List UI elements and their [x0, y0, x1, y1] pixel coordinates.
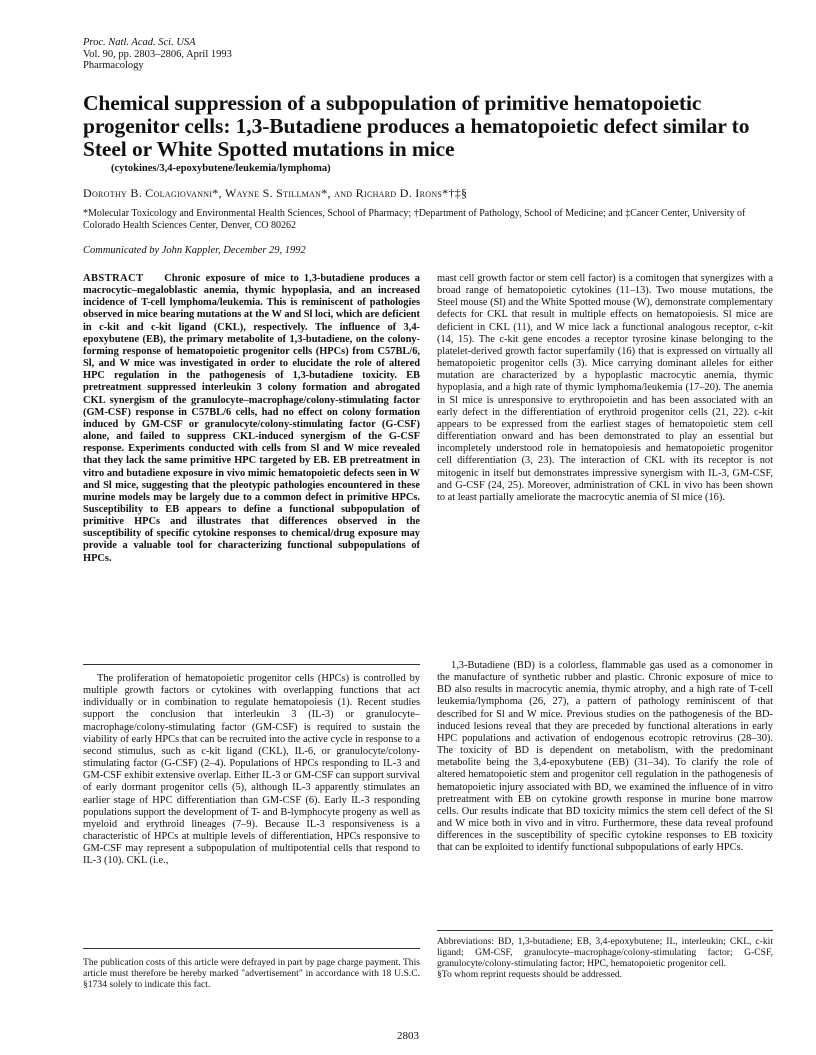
right-column-paragraph-1 [437, 273, 773, 504]
footnote-divider [83, 948, 420, 949]
article-title: Chemical suppression of a subpopulation of primitive hematopoietic progenitor cells: 1,3-Butadiene produces a hematopoietic defect similar to Steel or White Spotted mutations in mice [83, 91, 750, 161]
affiliation: *Molecular Toxicology and Environmental Health Sciences, School of Pharmacy; †Department of Pathology, School of Medicine; and ‡Cancer Center, University of Colorado Health Sciences Center, Denver, CO 80262 [83, 208, 746, 231]
ckl-paragraph: mast cell growth factor or stem cell factor) is a comitogen that synergizes with a broad range of hematopoietic cytokines (11–13). Two mouse mutations, the Steel mouse (Sl) and the White Spotted mouse (W), demonstrate complementary defects for CKL that result in multiple effects on hematopoiesis. Sl mice are deficient in CKL (11), and W mice lack a functional analogous receptor, c-kit (14, 15). The c-kit gene encodes a receptor tyrosine kinase belonging to the platelet-derived growth factor superfamily (16) that is expressed on virtually all hematopoietic progenitor cells (3). Mice carrying dominant alleles for either mutation are characterized by a hypoplastic macrocytic anemia, thymic hypoplasia, and a high rate of thymic lymphoma/leukemia (17–20). The anemia in Sl mice is unresponsive to erythropoietin and has been associated with an early defect in the differentiation of erythroid progenitor cells (21, 22). c-kit appears to be expressed from the earliest stages of hematopoietic stem cell differentiation onward and has been demonstrated to play an essential but incompletely understood role in hematopoiesis and hematopoietic progenitor cell differentiation (3, 23). The interaction of CKL with its receptor is not mitogenic in itself but demonstrates impressive synergism with IL-3, GM-CSF, and G-CSF (24, 25). Moreover, administration of CKL in vivo has been shown to at least partially ameliorate the macrocytic anemia of Sl mice (16). [437, 273, 773, 503]
abstract-label: ABSTRACT [83, 273, 144, 284]
volume-info: Vol. 90, pp. 2803–2806, April 1993 [83, 48, 232, 60]
page-charge-note: The publication costs of this article were defrayed in part by page charge payment. This article must therefore be hereby marked "advertisement" in accordance with 18 U.S.C. §1734 solely to indicate this fact. [83, 957, 420, 990]
abbreviations-footnote [437, 936, 773, 980]
keywords: (cytokines/3,4-epoxybutene/leukemia/lymphoma) [111, 163, 331, 174]
section-name: Pharmacology [83, 60, 144, 71]
abbreviations: Abbreviations: BD, 1,3-butadiene; EB, 3,4-epoxybutene; IL, interleukin; CKL, c-kit ligand; GM-CSF, granulocyte–macrophage/colony-stimulating factor; G-CSF, granulocyte/colony-stimulating factor; HPC, hematopoietic progenitor cell. [437, 936, 773, 969]
communicated-by: Communicated by John Kappler, December 29, 1992 [83, 245, 306, 256]
intro-paragraph: The proliferation of hematopoietic progenitor cells (HPCs) is controlled by multiple growth factors or cytokines with overlapping functions that act individually or in combination to regulate hematopoiesis (1). Recent studies support the conclusion that interleukin 3 (IL-3) or granulocyte–macrophage/colony-stimulating factor (GM-CSF) is required to sustain the viability of early HPCs that can be recruited into the active cycle in response to a second stimulus, such as c-kit ligand (CKL), IL-6, or granulocyte/colony-stimulating factor (G-CSF) (2–4). Populations of HPCs responding to IL-3 and GM-CSF exhibit extensive overlap. Either IL-3 or GM-CSF can support survival of early dormant progenitor cells (5), although IL-3 apparently stimulates an earlier stage of HPC differentiation than GM-CSF (6). Early IL-3 responding populations support the development of T- and B-lymphocyte progeny as well as myeloid and erythroid lineages (7–9). Because IL-3 responsiveness is a characteristic of HPCs at multiple levels of differentiation, HPCs responsive to GM-CSF may represent a subpopulation of multipotential cells that respond to IL-3 (10). CKL (i.e., [83, 673, 420, 867]
introduction-column [83, 673, 420, 868]
page-number: 2803 [397, 1030, 419, 1042]
abstract-divider [83, 664, 420, 665]
right-column-paragraph-2 [437, 660, 773, 855]
reprint-note: §To whom reprint requests should be addressed. [437, 969, 623, 980]
journal-header [83, 37, 232, 72]
abstract-text: Chronic exposure of mice to 1,3-butadiene produces a macrocytic–megaloblastic anemia, thymic hypoplasia, and an increased incidence of T-cell lymphoma/leukemia. This is reminiscent of pathologies observed in mice bearing mutations at the W and Sl loci, which are deficient in c-kit and c-kit ligand (CKL), respectively. The influence of 3,4-epoxybutene (EB), the primary metabolite of 1,3-butadiene, on the colony-forming response of hematopoietic progenitor cells (HPCs) from C57BL/6, Sl, and W mice was investigated in order to elucidate the role of altered HPC regulation in the pathogenesis of 1,3-butadiene toxicity. EB pretreatment suppressed interleukin 3 colony formation and abrogated CKL synergism of the granulocyte–macrophage/colony-stimulating factor (GM-CSF) response in C57BL/6 cells, had no effect on colony formation induced by GM-CSF or granulocyte/colony-stimulating factor (G-CSF) alone, and failed to suppress CKL-induced synergism of the G-CSF response. Experiments conducted with cells from Sl and W mice revealed that they lack the same primitive HPC targeted by EB. EB pretreatment in vitro and butadiene exposure in vivo mimic hematopoietic defects seen in W and Sl mice, suggesting that the pleotypic pathologies encountered in these murine models may be largely due to a common defect in primitive HPCs. Susceptibility to EB appears to define a functional subpopulation of primitive HPCs and illustrates that differences observed in the susceptibility of specific cytokine responses to chemical/drug exposure may provide a valuable tool for characterizing functional subpopulations of HPCs. [83, 273, 420, 564]
abstract [83, 273, 420, 565]
butadiene-paragraph: 1,3-Butadiene (BD) is a colorless, flammable gas used as a comonomer in the manufacture of synthetic rubber and plastic. Chronic exposure of mice to BD also results in macrocytic anemia, thymic atrophy, and a high rate of T-cell leukemia/lymphoma (26, 27), a pattern of pathology reminiscent of that described for Sl and W mice. Previous studies on the pathogenesis of the BD-induced lesions reveal that they are preceded by functional alterations in early HPC populations and activation of endogenous ecotropic retrovirus (28–30). The toxicity of BD is dependent on metabolism, with the predominant metabolite being the 3,4-epoxybutene (EB) (31–34). To clarify the role of altered hematopoietic stem and progenitor cell regulation in the pathogenesis of hematopoietic injury associated with BD, we examined the influence of in vitro pretreatment with EB on cytokine growth response in murine bone marrow cells. Our results indicate that BD toxicity mimics the stem cell defect of the Sl and W mice both in vivo and in vitro. Furthermore, these data reveal profound differences in the susceptibility of specific cytokine responses to EB toxicity that can be exploited to identify functional subpopulations of early HPCs. [437, 660, 773, 854]
authors: Dorothy B. Colagiovanni*, Wayne S. Stillman*, and Richard D. Irons*†‡§ [83, 186, 468, 200]
abbrev-divider [437, 930, 773, 931]
journal-name: Proc. Natl. Acad. Sci. USA [83, 37, 196, 48]
